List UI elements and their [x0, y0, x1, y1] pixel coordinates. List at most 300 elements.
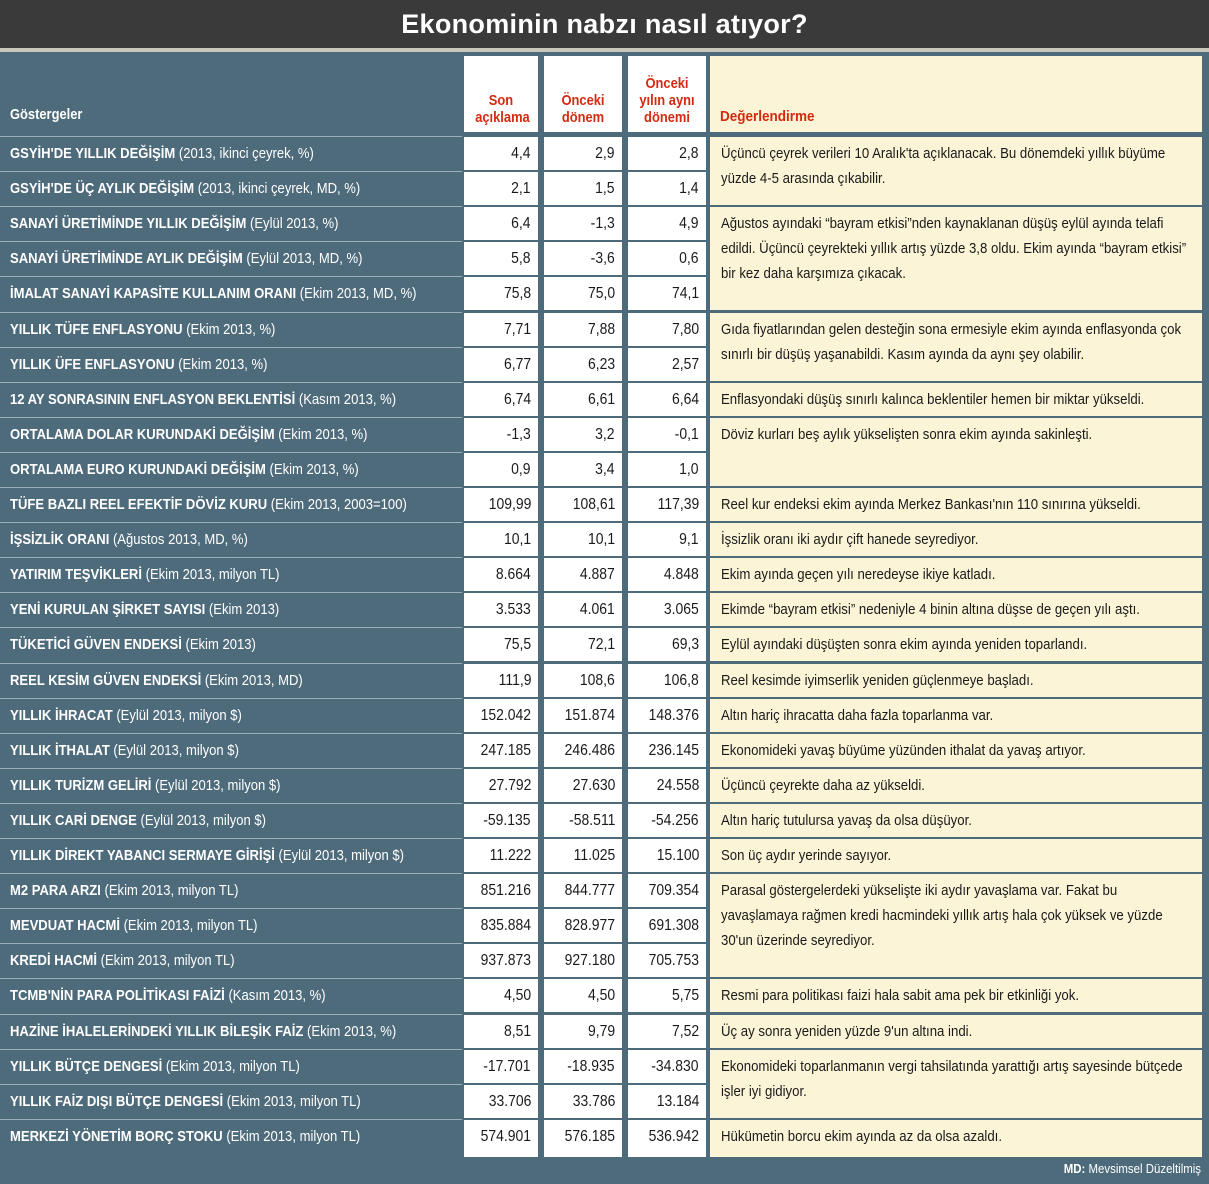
row-divider — [0, 417, 462, 418]
value-prev-year — [628, 804, 706, 837]
value-prev-year — [628, 1015, 706, 1048]
indicator-detail: (Eylül 2013, milyon $) — [140, 811, 266, 829]
indicator-label — [10, 671, 303, 691]
row-divider — [0, 627, 462, 628]
evaluation-text: Parasal göstergelerdeki yükselişte iki aydır yavaşlama var. Fakat bu yavaşlamaya rağmen kredi hacmindeki yıllık artış hala çok yüksek ve yüzde 30'un üzerinde seyrediyor. — [721, 882, 1163, 950]
value-previous — [544, 699, 622, 732]
indicator-name: YENİ KURULAN ŞİRKET SAYISI — [10, 601, 206, 619]
indicator-name: GSYİH'DE ÜÇ AYLIK DEĞİŞİM — [10, 180, 195, 198]
value-latest-text: -59.135 — [483, 811, 531, 829]
indicator-label — [10, 741, 239, 761]
indicator-name: M2 PARA ARZI — [10, 882, 101, 900]
indicator-detail: (Ekim 2013, milyon TL) — [145, 566, 280, 584]
value-previous — [544, 383, 622, 416]
value-latest — [464, 137, 538, 170]
value-previous — [544, 1050, 622, 1083]
indicator-label — [10, 390, 396, 410]
value-prev-year-text: 13.184 — [656, 1092, 699, 1110]
indicator-name: YILLIK TÜFE ENFLASYONU — [10, 320, 183, 338]
indicator-name: YATIRIM TEŞVİKLERİ — [10, 566, 142, 584]
value-latest-text: 5,8 — [511, 250, 531, 268]
row-divider — [0, 382, 462, 383]
value-prev-year-text: 4,9 — [679, 215, 699, 233]
value-prev-year-text: 24.558 — [656, 776, 699, 794]
indicator-label — [10, 776, 280, 796]
indicator-detail: (Ekim 2013, milyon TL) — [123, 917, 258, 935]
indicator-detail: (Eylül 2013, milyon $) — [116, 706, 242, 724]
indicator-name: REEL KESİM GÜVEN ENDEKSİ — [10, 671, 202, 689]
indicator-detail: (Ekim 2013, %) — [307, 1022, 397, 1040]
indicator-detail: (2013, ikinci çeyrek, %) — [178, 145, 314, 162]
indicator-detail: (Eylül 2013, milyon $) — [278, 847, 405, 864]
indicator-detail: (Kasım 2013, %) — [298, 390, 397, 408]
indicator-label — [10, 214, 339, 234]
value-prev-year-text: 236.145 — [648, 741, 699, 759]
evaluation-comment — [710, 839, 1202, 872]
title-divider — [0, 48, 1209, 52]
indicator-detail: (2013, ikinci çeyrek, MD, %) — [197, 180, 361, 198]
indicator-name: KREDİ HACMİ — [10, 952, 97, 970]
value-prev-year-text: 1,4 — [679, 180, 699, 198]
indicator-name: MERKEZİ YÖNETİM BORÇ STOKU — [10, 1127, 223, 1145]
value-prev-year — [628, 734, 706, 767]
value-prev-year — [628, 593, 706, 626]
value-previous-text: 844.777 — [564, 882, 615, 900]
indicator-name: YILLIK FAİZ DIŞI BÜTÇE DENGESİ — [10, 1092, 224, 1110]
value-latest-text: 6,4 — [511, 215, 531, 233]
value-prev-year — [628, 628, 706, 661]
indicator-detail: (Ekim 2013, %) — [178, 355, 268, 373]
value-previous-text: 4,50 — [587, 987, 615, 1005]
evaluation-comment — [710, 664, 1202, 697]
value-previous — [544, 313, 622, 346]
indicator-detail: (Eylül 2013, %) — [250, 215, 339, 233]
value-prev-year — [628, 1120, 706, 1153]
indicator-label — [10, 1127, 360, 1147]
value-latest-text: 835.884 — [480, 917, 531, 935]
value-latest — [464, 242, 538, 275]
value-latest-text: 7,71 — [503, 320, 531, 338]
value-prev-year — [628, 453, 706, 486]
row-divider — [0, 171, 462, 172]
value-latest — [464, 839, 538, 872]
evaluation-comment — [710, 628, 1202, 661]
value-prev-year — [628, 839, 706, 872]
evaluation-text: İşsizlik oranı iki aydır çift hanede seyrediyor. — [721, 531, 979, 549]
value-prev-year-text: 2,8 — [679, 145, 699, 162]
value-prev-year — [628, 172, 706, 205]
value-previous-text: 27.630 — [572, 776, 615, 794]
value-prev-year-text: 148.376 — [648, 706, 699, 724]
value-previous — [544, 979, 622, 1012]
indicator-label — [10, 986, 326, 1006]
indicator-column-header: Göstergeler — [10, 106, 83, 123]
value-prev-year-text: 4.848 — [664, 566, 699, 584]
indicator-name: YILLIK DİREKT YABANCI SERMAYE GİRİŞİ — [10, 847, 275, 864]
indicator-name: GSYİH'DE YILLIK DEĞİŞİM — [10, 145, 176, 162]
value-prev-year — [628, 944, 706, 977]
value-previous-text: 7,88 — [587, 320, 615, 338]
value-latest — [464, 172, 538, 205]
value-latest-text: 574.901 — [480, 1127, 531, 1145]
row-divider — [0, 768, 462, 769]
indicator-label — [10, 565, 280, 585]
value-previous-text: 9,79 — [587, 1022, 615, 1040]
value-latest-text: 4,4 — [511, 145, 531, 162]
indicator-label — [10, 1092, 361, 1112]
evaluation-text: Altın hariç ihracatta daha fazla toparlanma var. — [721, 706, 994, 724]
value-prev-year — [628, 418, 706, 451]
indicator-name: SANAYİ ÜRETİMİNDE AYLIK DEĞİŞİM — [10, 250, 243, 268]
evaluation-text: Ekonomideki yavaş büyüme yüzünden ithalat da yavaş artıyor. — [721, 741, 1086, 759]
value-latest — [464, 453, 538, 486]
indicator-name: YILLIK İHRACAT — [10, 706, 113, 724]
evaluation-text: Son üç aydır yerinde sayıyor. — [721, 847, 892, 864]
row-divider — [0, 487, 462, 488]
row-divider — [0, 452, 462, 453]
value-latest-text: 247.185 — [480, 741, 531, 759]
indicator-detail: (Ekim 2013) — [185, 636, 256, 654]
evaluation-text: Enflasyondaki düşüş sınırlı kalınca beklentiler hemen bir miktar yükseldi. — [721, 390, 1145, 408]
value-previous-text: 828.977 — [564, 917, 615, 935]
value-previous-text: 75,0 — [587, 285, 615, 303]
value-prev-year — [628, 1050, 706, 1083]
evaluation-text: Ekimde “bayram etkisi” nedeniyle 4 binin altına düşse de geçen yılı aştı. — [721, 601, 1140, 619]
value-prev-year — [628, 769, 706, 802]
indicator-detail: (Ekim 2013, %) — [278, 425, 368, 443]
evaluation-comment — [710, 874, 1202, 977]
value-latest — [464, 1085, 538, 1118]
value-latest — [464, 313, 538, 346]
value-prev-year — [628, 313, 706, 346]
value-latest — [464, 277, 538, 310]
row-divider — [0, 1014, 462, 1015]
value-previous-text: 246.486 — [564, 741, 615, 759]
value-prev-year-text: 1,0 — [679, 460, 699, 478]
value-prev-year — [628, 874, 706, 907]
value-latest-text: 2,1 — [511, 180, 531, 198]
footnote: MD: Mevsimsel Düzeltilmiş — [1063, 1161, 1201, 1176]
value-previous-text: 108,61 — [572, 496, 615, 513]
evaluation-text: Ağustos ayındaki “bayram etkisi”nden kaynaklanan düşüş eylül ayında telafi edildi. Üçüncü çeyrekteki yıllık artış yüzde 3,8 oldu. Ekim ayında “bayram etkisi” bir kez daha karşımıza çıkacak. — [721, 215, 1187, 283]
column-bottom-filler — [464, 1153, 538, 1157]
value-prev-year — [628, 664, 706, 697]
indicator-name: İŞSİZLİK ORANI — [10, 531, 110, 549]
indicator-label — [10, 916, 258, 936]
value-previous — [544, 348, 622, 381]
value-latest — [464, 207, 538, 240]
value-previous — [544, 734, 622, 767]
indicator-detail: (Ekim 2013, milyon TL) — [165, 1057, 300, 1075]
value-latest-text: 4,50 — [503, 987, 531, 1005]
indicator-detail: (Ekim 2013, MD, %) — [299, 285, 417, 303]
value-previous-text: 3,2 — [595, 425, 615, 443]
value-previous-text: 151.874 — [564, 706, 615, 724]
value-previous-text: -58.511 — [568, 811, 615, 829]
evaluation-comment — [710, 1120, 1202, 1153]
row-divider — [0, 873, 462, 874]
evaluation-comment — [710, 488, 1202, 521]
evaluation-comment — [710, 593, 1202, 626]
indicator-label — [10, 951, 235, 971]
row-divider — [0, 136, 462, 137]
value-latest — [464, 383, 538, 416]
indicator-label — [10, 495, 407, 515]
indicator-label — [10, 706, 242, 726]
indicator-name: 12 AY SONRASININ ENFLASYON BEKLENTİSİ — [10, 390, 296, 408]
row-divider — [0, 733, 462, 734]
evaluation-comment — [710, 699, 1202, 732]
evaluation-comment — [710, 207, 1202, 310]
indicator-name: TÜKETİCİ GÜVEN ENDEKSİ — [10, 636, 182, 654]
value-prev-year — [628, 383, 706, 416]
indicator-detail: (Ekim 2013, MD) — [204, 671, 303, 689]
evaluation-text: Eylül ayındaki düşüşten sonra ekim ayında yeniden toparlandı. — [721, 636, 1088, 654]
indicator-label — [10, 846, 404, 866]
indicator-name: YILLIK TURİZM GELİRİ — [10, 776, 152, 794]
value-latest-text: 937.873 — [480, 952, 531, 970]
value-previous — [544, 839, 622, 872]
row-divider — [0, 803, 462, 804]
value-previous — [544, 558, 622, 591]
evaluation-text: Altın hariç tutulursa yavaş da olsa düşüyor. — [721, 811, 972, 829]
value-latest — [464, 593, 538, 626]
value-latest — [464, 418, 538, 451]
value-prev-year-text: 9,1 — [679, 531, 699, 549]
value-previous — [544, 664, 622, 697]
evaluation-comment — [710, 979, 1202, 1012]
value-prev-year-text: 15.100 — [656, 847, 699, 864]
row-divider — [0, 908, 462, 909]
indicator-name: YILLIK CARİ DENGE — [10, 811, 137, 829]
value-latest-text: 109,99 — [488, 496, 531, 513]
value-latest-text: 111,9 — [498, 671, 531, 689]
row-divider — [0, 1119, 462, 1120]
indicator-detail: (Eylül 2013, MD, %) — [246, 250, 363, 268]
value-previous-text: -18.935 — [567, 1057, 615, 1075]
value-prev-year — [628, 699, 706, 732]
value-previous — [544, 418, 622, 451]
value-previous-text: -3,6 — [590, 250, 615, 268]
row-divider — [0, 838, 462, 839]
indicator-detail: (Ekim 2013, %) — [186, 320, 276, 338]
evaluation-text: Resmi para politikası faizi hala sabit ama pek bir etkinliği yok. — [721, 987, 1080, 1005]
col-latest-header: Son açıklama — [464, 56, 538, 132]
evaluation-column-header: Değerlendirme — [710, 56, 1202, 132]
value-latest-text: 0,9 — [511, 460, 531, 478]
value-latest — [464, 1015, 538, 1048]
value-latest — [464, 874, 538, 907]
indicator-label — [10, 811, 266, 831]
value-previous — [544, 207, 622, 240]
value-latest-text: 851.216 — [480, 882, 531, 900]
evaluation-text: Ekim ayında geçen yılı neredeyse ikiye katladı. — [721, 566, 996, 584]
value-prev-year — [628, 979, 706, 1012]
value-prev-year-text: 5,75 — [671, 987, 699, 1005]
value-previous-text: 927.180 — [564, 952, 615, 970]
evaluation-text: Üç ay sonra yeniden yüzde 9'un altına indi. — [721, 1022, 973, 1040]
value-prev-year-text: 7,52 — [671, 1022, 699, 1040]
row-divider — [0, 347, 462, 348]
indicator-label — [10, 600, 279, 620]
evaluation-comment — [710, 137, 1202, 205]
value-latest — [464, 979, 538, 1012]
value-prev-year-text: 705.753 — [648, 952, 699, 970]
value-prev-year-text: -34.830 — [651, 1057, 699, 1075]
value-latest-text: 75,5 — [503, 636, 531, 654]
value-latest-text: 8.664 — [496, 566, 531, 584]
indicator-name: HAZİNE İHALELERİNDEKİ YILLIK BİLEŞİK FAİZ — [10, 1022, 304, 1040]
indicator-detail: (Eylül 2013, milyon $) — [113, 741, 239, 759]
row-divider — [0, 276, 462, 277]
value-latest — [464, 804, 538, 837]
col-prev-year-header: Önceki yılın aynı dönemi — [628, 56, 706, 132]
value-previous — [544, 1015, 622, 1048]
row-divider — [0, 557, 462, 558]
evaluation-text: Üçüncü çeyrekte daha az yükseldi. — [721, 776, 925, 794]
value-prev-year — [628, 909, 706, 942]
indicator-name: YILLIK ÜFE ENFLASYONU — [10, 355, 175, 373]
indicator-name: İMALAT SANAYİ KAPASİTE KULLANIM ORANI — [10, 285, 297, 303]
value-latest-text: -1,3 — [506, 425, 531, 443]
evaluation-comment — [710, 558, 1202, 591]
indicator-label — [10, 284, 417, 304]
indicator-detail: (Ekim 2013, milyon TL) — [226, 1127, 361, 1145]
indicator-detail: (Ekim 2013) — [208, 601, 280, 619]
evaluation-text: Gıda fiyatlarından gelen desteğin sona ermesiyle ekim ayında enflasyonda çok sınırlı bir düşüş yaşanabildi. Kasım ayında da aynı şey olabilir. — [721, 320, 1182, 363]
evaluation-comment — [710, 1015, 1202, 1048]
value-prev-year-text: 69,3 — [671, 636, 699, 654]
evaluation-text: Reel kur endeksi ekim ayında Merkez Bankası'nın 110 sınırına yükseldi. — [721, 496, 1141, 513]
indicator-label — [10, 881, 238, 901]
evaluation-comment — [710, 313, 1202, 381]
value-previous-text: 11.025 — [573, 847, 615, 864]
indicator-label — [10, 179, 360, 199]
value-previous-text: 6,61 — [587, 390, 615, 408]
value-previous — [544, 242, 622, 275]
value-previous-text: 3,4 — [595, 460, 615, 478]
indicator-label — [10, 355, 267, 375]
indicator-label — [10, 249, 362, 269]
value-latest-text: 75,8 — [503, 285, 531, 303]
value-previous — [544, 804, 622, 837]
evaluation-comment — [710, 523, 1202, 556]
value-latest — [464, 944, 538, 977]
value-previous — [544, 1120, 622, 1153]
value-prev-year-text: 0,6 — [679, 250, 699, 268]
evaluation-text: Ekonomideki toparlanmanın vergi tahsilatında yarattığı artış sayesinde bütçede işler iyi gidiyor. — [721, 1057, 1183, 1100]
value-latest — [464, 348, 538, 381]
indicator-detail: (Ekim 2013, milyon TL) — [100, 952, 235, 970]
value-latest-text: 152.042 — [480, 706, 531, 724]
value-previous-text: 4.061 — [580, 601, 615, 619]
row-divider — [0, 1084, 462, 1085]
value-previous-text: 576.185 — [564, 1127, 615, 1145]
value-previous-text: 1,5 — [595, 180, 615, 198]
value-prev-year-text: 3.065 — [664, 601, 699, 619]
evaluation-comment — [710, 383, 1202, 416]
value-previous-text: 33.786 — [572, 1092, 615, 1110]
value-previous — [544, 137, 622, 170]
row-divider — [0, 943, 462, 944]
evaluation-comment — [710, 734, 1202, 767]
evaluation-text: Hükümetin borcu ekim ayında az da olsa azaldı. — [721, 1127, 1003, 1145]
value-prev-year-text: -54.256 — [651, 811, 699, 829]
value-latest-text: 6,77 — [503, 355, 531, 373]
value-previous-text: 4.887 — [580, 566, 615, 584]
indicator-label — [10, 144, 314, 164]
row-divider — [0, 312, 462, 313]
value-prev-year-text: 106,8 — [664, 671, 699, 689]
value-previous-text: -1,3 — [590, 215, 615, 233]
indicator-name: YILLIK İTHALAT — [10, 741, 110, 759]
row-divider — [0, 978, 462, 979]
indicator-detail: (Ekim 2013, 2003=100) — [270, 496, 407, 513]
column-bottom-filler — [628, 1153, 706, 1157]
row-divider — [0, 206, 462, 207]
value-previous — [544, 593, 622, 626]
col-previous-header: Önceki dönem — [544, 56, 622, 132]
value-previous — [544, 909, 622, 942]
indicator-name: TCMB'NİN PARA POLİTİKASI FAİZİ — [10, 987, 225, 1005]
value-prev-year — [628, 207, 706, 240]
value-previous-text: 108,6 — [580, 671, 615, 689]
value-latest — [464, 734, 538, 767]
column-bottom-filler — [544, 1153, 622, 1157]
indicator-label — [10, 320, 275, 340]
value-previous-text: 2,9 — [595, 145, 615, 162]
column-bottom-filler — [710, 1153, 1202, 1157]
value-latest — [464, 769, 538, 802]
value-latest-text: 8,51 — [503, 1022, 531, 1040]
evaluation-comment — [710, 769, 1202, 802]
value-latest-text: -17.701 — [483, 1057, 531, 1075]
indicator-label — [10, 425, 367, 445]
row-divider — [0, 522, 462, 523]
row-divider — [0, 592, 462, 593]
evaluation-text: Döviz kurları beş aylık yükselişten sonra ekim ayında sakinleşti. — [721, 425, 1093, 443]
indicator-detail: (Kasım 2013, %) — [228, 987, 326, 1005]
value-previous-text: 6,23 — [587, 355, 615, 373]
indicator-detail: (Ekim 2013, milyon TL) — [226, 1092, 361, 1110]
value-previous — [544, 277, 622, 310]
value-previous — [544, 874, 622, 907]
value-prev-year-text: 117,39 — [657, 496, 699, 513]
evaluation-comment — [710, 804, 1202, 837]
value-prev-year-text: 2,57 — [671, 355, 699, 373]
value-latest — [464, 523, 538, 556]
value-previous — [544, 488, 622, 521]
value-latest-text: 27.792 — [488, 776, 531, 794]
page-title: Ekonominin nabzı nasıl atıyor? — [0, 0, 1209, 48]
indicator-detail: (Ekim 2013, %) — [269, 460, 359, 478]
value-previous — [544, 453, 622, 486]
value-latest-text: 6,74 — [503, 390, 531, 408]
value-prev-year-text: 7,80 — [671, 320, 699, 338]
row-divider — [0, 1049, 462, 1050]
indicator-label — [10, 460, 359, 480]
value-previous — [544, 628, 622, 661]
value-prev-year — [628, 488, 706, 521]
value-latest-text: 11.222 — [489, 847, 531, 864]
value-prev-year-text: -0,1 — [674, 425, 699, 443]
value-previous — [544, 523, 622, 556]
value-prev-year-text: 709.354 — [648, 882, 699, 900]
value-latest — [464, 664, 538, 697]
indicator-detail: (Ekim 2013, milyon TL) — [104, 882, 239, 900]
evaluation-comment — [710, 418, 1202, 486]
value-latest-text: 3.533 — [496, 601, 531, 619]
